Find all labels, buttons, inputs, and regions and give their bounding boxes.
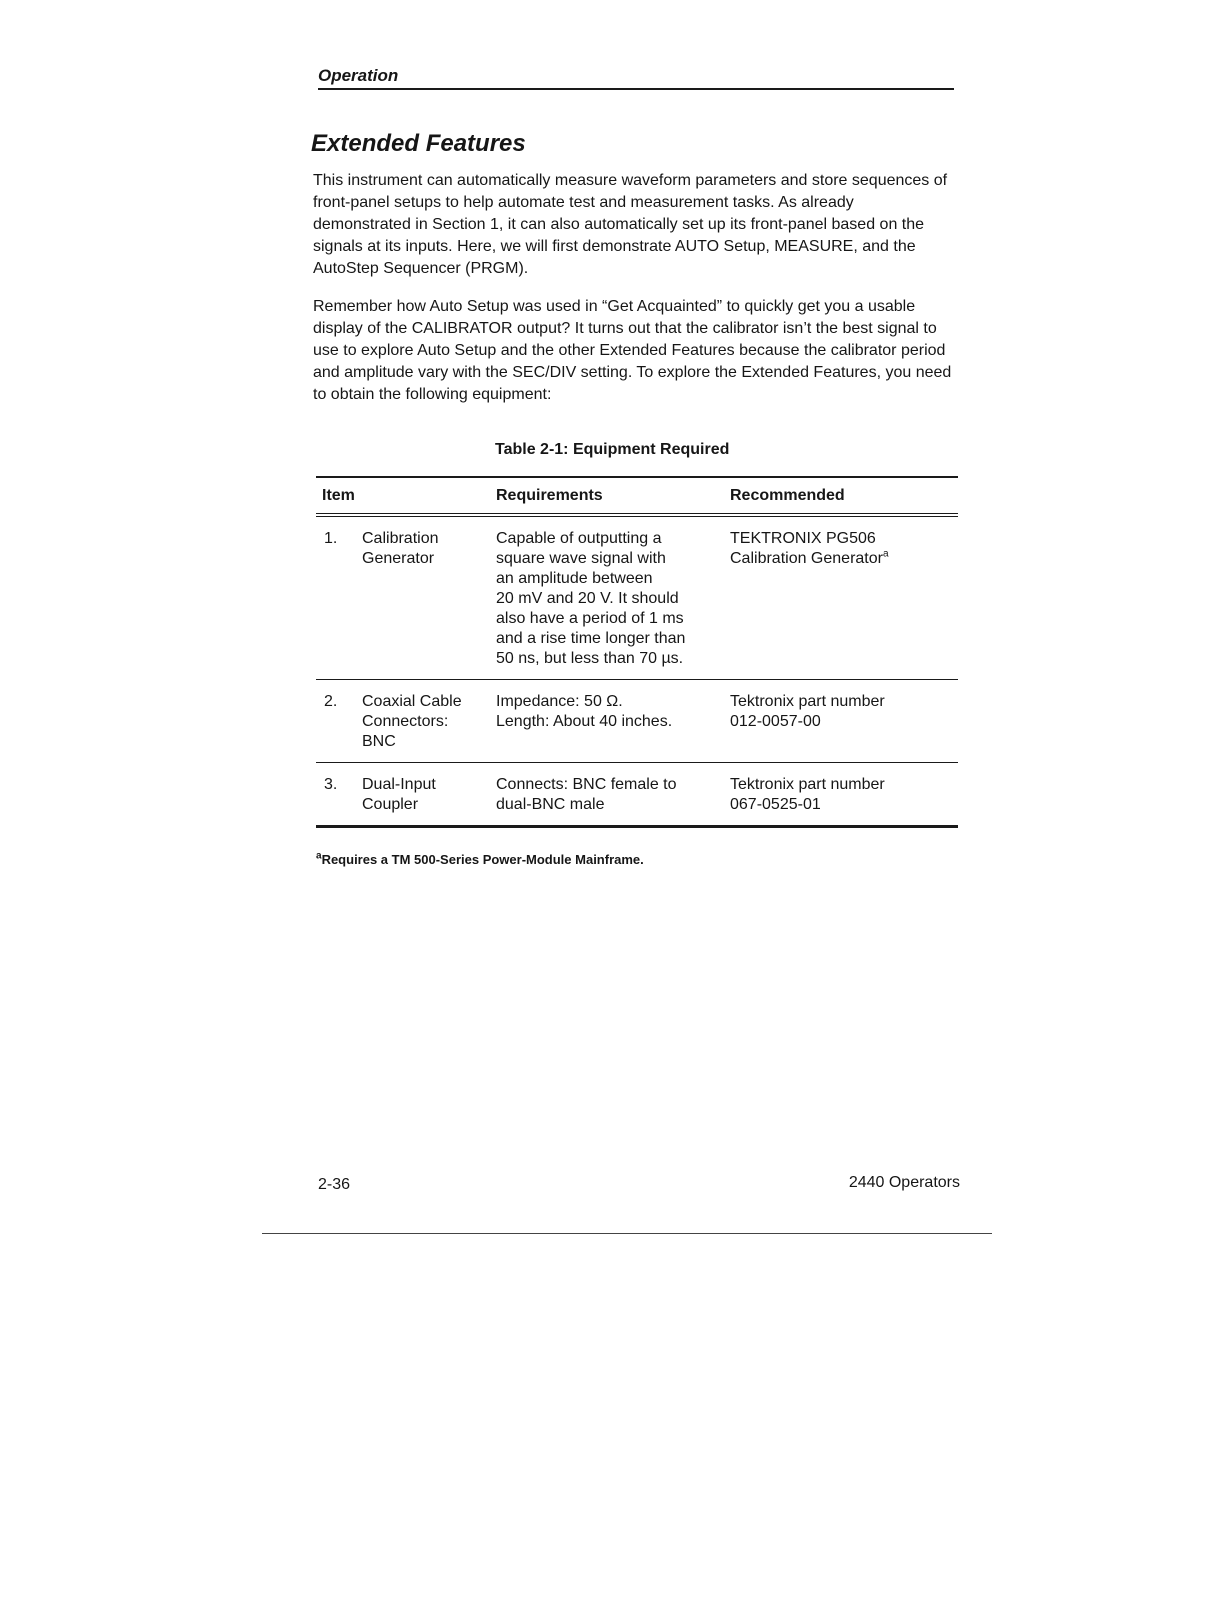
- cell-line: dual-BNC male: [496, 796, 605, 813]
- cell-line: 20 mV and 20 V. It should: [496, 590, 679, 607]
- cell-line: and a rise time longer than: [496, 630, 686, 647]
- footnote-text: Requires a TM 500-Series Power-Module Mainframe.: [321, 852, 644, 867]
- cell-line: Coaxial Cable: [362, 693, 462, 710]
- row-number: 2.: [316, 680, 362, 763]
- cell-line: Impedance: 50 Ω.: [496, 693, 623, 710]
- row-requirements: [496, 763, 730, 827]
- cell-line: 012-0057-00: [730, 713, 821, 730]
- row-number: 3.: [316, 763, 362, 827]
- row-item: [362, 763, 496, 827]
- table-row: [316, 680, 958, 763]
- cell-line: BNC: [362, 733, 396, 750]
- row-recommended: [730, 763, 958, 827]
- document-name: 2440 Operators: [848, 1174, 960, 1191]
- row-item: [362, 515, 496, 680]
- cell-line: Tektronix part number: [730, 693, 885, 710]
- cell-line: Tektronix part number: [730, 776, 885, 793]
- row-item: [362, 680, 496, 763]
- section-title: Extended Features: [311, 130, 526, 157]
- cell-line: Connectors:: [362, 713, 449, 730]
- bottom-divider: [262, 1233, 992, 1234]
- page-number: 2-36: [318, 1176, 351, 1193]
- cell-line: 50 ns, but less than 70 µs.: [496, 650, 684, 667]
- equipment-table: [316, 476, 958, 828]
- row-recommended: [730, 515, 958, 680]
- cell-line: TEKTRONIX PG506: [730, 530, 876, 547]
- row-number: 1.: [316, 515, 362, 680]
- cell-line: Generator: [362, 550, 435, 567]
- row-requirements: [496, 680, 730, 763]
- table-row: [316, 763, 958, 827]
- table-row: [316, 515, 958, 680]
- cell-line: Capable of outputting a: [496, 530, 662, 547]
- cell-line: Connects: BNC female to: [496, 776, 677, 793]
- running-head-label: Operation: [318, 66, 399, 85]
- cell-line: [730, 549, 958, 569]
- header-item: Item: [316, 477, 496, 515]
- cell-line: 067-0525-01: [730, 796, 821, 813]
- header-requirements: Requirements: [496, 477, 730, 515]
- intro-paragraph: This instrument can automatically measure waveform parameters and store sequences of front-panel setups to help automate test and measurement tasks. As already demonstrated in Section 1, it can also automatically set up its front-panel based on the signals at its inputs. Here, we will first demonstrate AUTO Setup, MEASURE, and the AutoStep Sequencer (PRGM).: [313, 172, 948, 277]
- table-caption: Table 2-1: Equipment Required: [495, 441, 730, 458]
- cell-line: an amplitude between: [496, 570, 653, 587]
- cell-text: Calibration Generator: [730, 550, 883, 567]
- cell-line: Coupler: [362, 796, 419, 813]
- footnote-reference: a: [882, 548, 889, 560]
- cell-line: Dual-Input: [362, 776, 436, 793]
- header-recommended: Recommended: [730, 477, 958, 515]
- footnote-mark: a: [316, 850, 322, 862]
- running-head: [318, 66, 954, 90]
- cell-line: Length: About 40 inches.: [496, 713, 673, 730]
- row-requirements: [496, 515, 730, 680]
- cell-line: also have a period of 1 ms: [496, 610, 684, 627]
- table-header-row: [316, 477, 958, 515]
- cell-line: Calibration: [362, 530, 439, 547]
- row-recommended: [730, 680, 958, 763]
- table-footnote: [316, 852, 644, 867]
- equipment-paragraph: Remember how Auto Setup was used in “Get Acquainted” to quickly get you a usable display of the CALIBRATOR output? It turns out that the calibrator isn’t the best signal to use to explore Auto Setup and the other Extended Features because the calibrator period and amplitude vary with the SEC/DIV setting. To explore the Extended Features, you need to obtain the following equipment:: [313, 298, 952, 403]
- cell-line: square wave signal with: [496, 550, 666, 567]
